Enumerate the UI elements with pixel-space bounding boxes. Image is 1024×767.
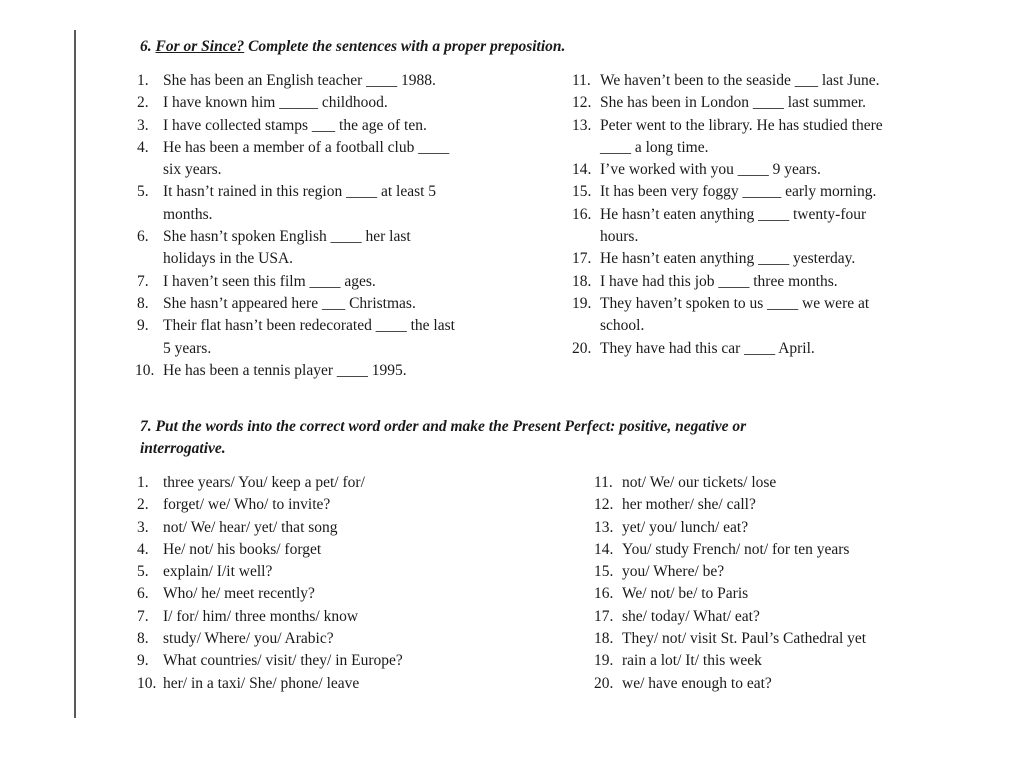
list-item — [137, 539, 557, 561]
item-text: I have had this job ____ three months. — [600, 272, 838, 290]
item-number: 8. — [137, 630, 149, 648]
list-item — [137, 583, 557, 605]
item-number: 6. — [137, 585, 149, 603]
item-number: 12. — [572, 94, 592, 112]
item-number: 9. — [137, 652, 149, 670]
item-text: I haven’t seen this film ____ ages. — [163, 272, 376, 290]
item-number: 15. — [594, 563, 614, 581]
section-7-number: 7. — [140, 418, 152, 435]
item-text: yet/ you/ lunch/ eat? — [622, 518, 749, 536]
item-text: rain a lot/ It/ this week — [622, 652, 762, 670]
list-item — [594, 561, 994, 583]
item-text: you/ Where/ be? — [622, 563, 725, 581]
item-number: 7. — [137, 272, 149, 290]
list-item — [137, 137, 537, 182]
item-text: I have collected stamps ___ the age of ten. — [163, 116, 427, 134]
item-text: three years/ You/ keep a pet/ for/ — [163, 474, 365, 491]
item-text: You/ study French/ not/ for ten years — [622, 540, 850, 558]
item-text-continued: ____ a long time. — [600, 138, 709, 156]
item-text-continued: months. — [163, 205, 213, 223]
item-text: He has been a tennis player ____ 1995. — [163, 361, 407, 379]
item-text: I’ve worked with you ____ 9 years. — [600, 161, 821, 179]
list-item — [137, 92, 537, 114]
item-text: I/ for/ him/ three months/ know — [163, 607, 359, 625]
item-number: 5. — [137, 563, 149, 581]
item-text: He has been a member of a football club ____ — [163, 138, 450, 156]
item-text: Peter went to the library. He has studied there — [600, 116, 883, 134]
item-number: 1. — [137, 474, 149, 491]
item-text: She has been in London ____ last summer. — [600, 94, 867, 112]
section-6-left-list — [137, 70, 537, 382]
section-7-left-list — [137, 472, 557, 695]
item-number: 8. — [137, 294, 149, 312]
item-number: 17. — [572, 250, 592, 268]
list-item — [572, 92, 992, 114]
item-text: not/ We/ our tickets/ lose — [622, 474, 777, 491]
item-number: 10. — [137, 674, 157, 692]
item-number: 17. — [594, 607, 614, 625]
item-text: They/ not/ visit St. Paul’s Cathedral yet — [622, 630, 867, 648]
item-text-continued: holidays in the USA. — [163, 250, 294, 268]
item-text: She has been an English teacher ____ 1988. — [163, 72, 436, 89]
item-number: 11. — [594, 474, 613, 491]
item-text-continued: school. — [600, 317, 645, 335]
list-item — [137, 315, 537, 360]
item-number: 10. — [135, 361, 155, 379]
item-text: not/ We/ hear/ yet/ that song — [163, 518, 338, 536]
list-item — [137, 561, 557, 583]
item-number: 11. — [572, 72, 591, 89]
list-item — [137, 650, 557, 672]
section-6-heading — [140, 36, 700, 58]
item-number: 3. — [137, 116, 149, 134]
item-text: We/ not/ be/ to Paris — [622, 585, 749, 603]
list-item — [572, 248, 992, 270]
list-item — [594, 517, 994, 539]
item-number: 20. — [594, 674, 614, 692]
list-item — [572, 115, 992, 160]
item-text: He hasn’t eaten anything ____ yesterday. — [600, 250, 856, 268]
list-item — [594, 583, 994, 605]
item-text: What countries/ visit/ they/ in Europe? — [163, 652, 403, 670]
item-text: Their flat hasn’t been redecorated ____ the last — [163, 317, 455, 335]
item-number: 2. — [137, 94, 149, 112]
item-text: we/ have enough to eat? — [622, 674, 772, 692]
list-item — [137, 673, 557, 695]
list-item — [137, 494, 557, 516]
list-item — [594, 539, 994, 561]
item-text: It hasn’t rained in this region ____ at least 5 — [163, 183, 437, 201]
item-number: 6. — [137, 228, 149, 246]
list-item — [572, 181, 992, 203]
list-item — [137, 628, 557, 650]
list-item — [572, 204, 992, 249]
item-number: 7. — [137, 607, 149, 625]
item-text: We haven’t been to the seaside ___ last June. — [600, 72, 880, 89]
item-number: 4. — [137, 540, 149, 558]
item-number: 16. — [594, 585, 614, 603]
item-text: she/ today/ What/ eat? — [622, 607, 760, 625]
item-text: I have known him _____ childhood. — [163, 94, 388, 112]
list-item — [572, 338, 992, 360]
section-7-right-list — [594, 472, 994, 695]
item-number: 13. — [572, 116, 592, 134]
item-text: It has been very foggy _____ early morning. — [600, 183, 877, 201]
list-item — [137, 606, 557, 628]
list-item — [594, 650, 994, 672]
item-number: 15. — [572, 183, 592, 201]
list-item — [137, 360, 537, 382]
item-text-continued: hours. — [600, 228, 639, 246]
item-number: 2. — [137, 496, 149, 514]
item-number: 3. — [137, 518, 149, 536]
list-item — [137, 70, 537, 92]
section-6-title-underlined: For or Since? — [155, 38, 245, 55]
item-text: They have had this car ____ April. — [600, 339, 815, 357]
list-item — [572, 271, 992, 293]
section-6-right-list — [572, 70, 992, 360]
list-item — [137, 271, 537, 293]
item-number: 20. — [572, 339, 592, 357]
section-7-title-line2: interrogative. — [140, 440, 226, 457]
list-item — [137, 517, 557, 539]
page-margin-line — [74, 30, 76, 718]
list-item — [594, 673, 994, 695]
item-number: 12. — [594, 496, 614, 514]
item-number: 5. — [137, 183, 149, 201]
item-text: They haven’t spoken to us ____ we were at — [600, 294, 870, 312]
list-item — [137, 293, 537, 315]
item-text: forget/ we/ Who/ to invite? — [163, 496, 331, 514]
item-text-continued: six years. — [163, 161, 222, 179]
item-number: 18. — [594, 630, 614, 648]
list-item — [594, 628, 994, 650]
item-text-continued: 5 years. — [163, 339, 212, 357]
item-number: 1. — [137, 72, 149, 89]
item-text: her/ in a taxi/ She/ phone/ leave — [163, 674, 360, 692]
section-6-title-rest: Complete the sentences with a proper preposition. — [244, 38, 566, 55]
section-6-number: 6. — [140, 38, 152, 55]
list-item — [572, 159, 992, 181]
item-number: 14. — [594, 540, 614, 558]
list-item — [137, 115, 537, 137]
item-text: He hasn’t eaten anything ____ twenty-four — [600, 205, 867, 223]
item-text: study/ Where/ you/ Arabic? — [163, 630, 334, 648]
item-text: explain/ I/it well? — [163, 563, 273, 581]
list-item — [137, 181, 537, 226]
list-item — [594, 472, 994, 494]
item-number: 19. — [594, 652, 614, 670]
list-item — [572, 70, 992, 92]
item-number: 14. — [572, 161, 592, 179]
item-number: 18. — [572, 272, 592, 290]
list-item — [137, 226, 537, 271]
item-number: 16. — [572, 205, 592, 223]
item-text: He/ not/ his books/ forget — [163, 540, 322, 558]
item-text: her mother/ she/ call? — [622, 496, 756, 514]
list-item — [572, 293, 992, 338]
item-text: She hasn’t spoken English ____ her last — [163, 228, 411, 246]
item-number: 4. — [137, 138, 149, 156]
item-number: 19. — [572, 294, 592, 312]
list-item — [594, 606, 994, 628]
item-number: 13. — [594, 518, 614, 536]
item-text: She hasn’t appeared here ___ Christmas. — [163, 294, 416, 312]
item-text: Who/ he/ meet recently? — [163, 585, 315, 603]
list-item — [594, 494, 994, 516]
section-7-heading — [140, 416, 900, 460]
section-7-title-line1: Put the words into the correct word order and make the Present Perfect: positive, negative or — [155, 418, 747, 435]
list-item — [137, 472, 557, 494]
item-number: 9. — [137, 317, 149, 335]
